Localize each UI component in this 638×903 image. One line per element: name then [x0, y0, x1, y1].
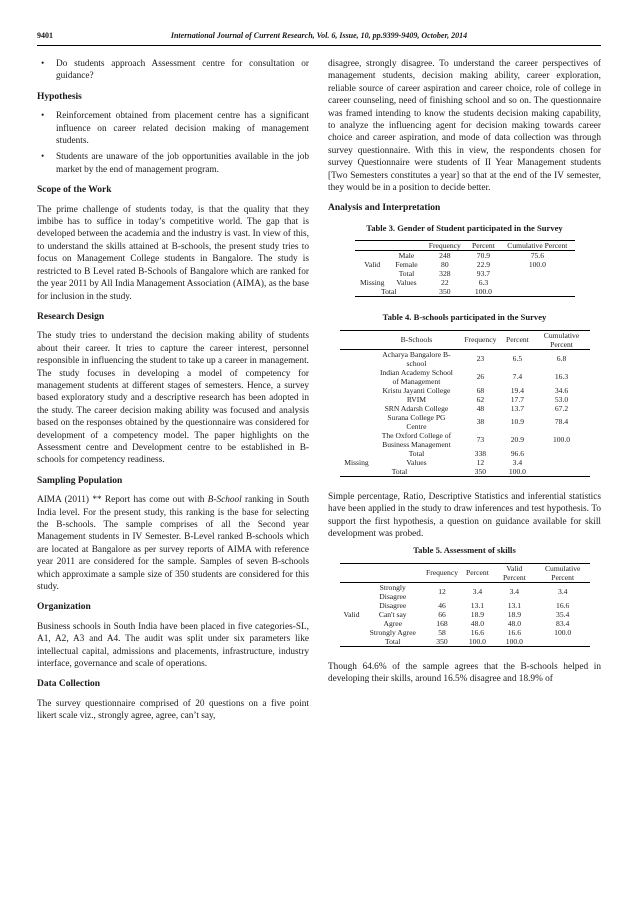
table-cell: Male	[398, 251, 415, 261]
table-cell: 100.0	[468, 636, 486, 646]
table-cell: 23	[476, 354, 485, 364]
table-cell: 3.4	[472, 587, 483, 597]
table-row	[355, 251, 575, 261]
table-cell: 73	[476, 435, 485, 445]
table-cell: 100.0	[474, 287, 492, 297]
table-cell: Total	[391, 466, 408, 476]
design-paragraph: The study tries to understand the decision making ability of students about their career. It tries to capture the career interest, personnel responsible in influencing the student to take up a career in management. The study focuses in developing a model of competency for management students at different stages of semesters. Hence, a survey based exploratory study and a descriptive research has been adopted in the study. The career decision making ability was focused and analysis based on the responses obtained by the questionnaire was considered for development of a competency model. The paper highlights on the Assessment centre and Development centre to be established in B-schools for competency readiness.	[37, 331, 309, 466]
table-cell: 12	[476, 457, 485, 467]
table-cell	[534, 449, 590, 458]
table-cell: 6.5	[512, 354, 523, 364]
table3	[355, 240, 575, 297]
table-header-row	[340, 563, 590, 582]
table-header-cell: Frequency	[428, 241, 461, 251]
table-cell: 16.6	[556, 600, 570, 610]
table-row	[340, 431, 590, 449]
table-cell: Female	[395, 260, 418, 270]
table-cell: 75.6	[530, 251, 544, 261]
table-cell: 338	[474, 448, 487, 458]
table-cell: Total	[381, 287, 397, 297]
method-paragraph: Simple percentage, Ratio, Descriptive Statistics and inferential statistics have been applied in the study to draw inferences and test hypothesis. To support the first hypothesis, a question on guidance available for skill development was probed.	[328, 491, 601, 539]
table-cell: Agree	[383, 618, 403, 628]
table-cell: 34.6	[554, 385, 569, 395]
table-cell: Values	[406, 457, 427, 467]
table-header-cell	[340, 330, 374, 349]
table-cell: 3.4	[509, 587, 520, 597]
right-column	[328, 58, 601, 690]
table-cell: 13.1	[470, 600, 485, 610]
table-cell: 26	[476, 372, 485, 382]
table-row	[340, 582, 590, 601]
analysis-heading: Analysis and Interpretation	[328, 203, 441, 214]
hypothesis-heading: Hypothesis	[37, 91, 82, 102]
table-cell: Total	[398, 269, 415, 279]
table-cell: 16.6	[507, 627, 521, 637]
organization-heading: Organization	[37, 602, 91, 613]
table-cell: Valid	[364, 260, 381, 270]
table-cell: 16.3	[554, 372, 569, 382]
table-row	[340, 610, 590, 619]
table-cell: 100.0	[505, 636, 523, 646]
table-row	[340, 386, 590, 395]
table-cell: 350	[439, 287, 451, 297]
table-cell	[355, 269, 390, 278]
table-group-label: Valid	[343, 609, 360, 619]
table-cell: SRN Adarsh College	[384, 403, 449, 413]
table-total-row	[340, 637, 590, 647]
table-row	[340, 395, 590, 404]
table-cell: 62	[476, 394, 485, 404]
table-cell	[355, 251, 390, 261]
table-cell: Disagree	[379, 600, 407, 610]
table-cell: 168	[436, 618, 448, 628]
table-header-cell: Valid Percent	[502, 563, 526, 582]
table-row	[340, 601, 590, 610]
bullet-question: • Do students approach Assessment centre for consultation or guidance?	[37, 58, 309, 83]
table-cell: Can't say	[378, 609, 407, 619]
sampling-paragraph	[37, 494, 309, 593]
table-cell: 100.0	[552, 435, 571, 445]
continued-paragraph: disagree, strongly disagree. To understand the career perspectives of management students, decision making ability, career exploration, reliable source of career aspiration and career choice, role of college in career counseling, need of finishing school and so on. The questionnaire was framed intending to know the students decision making capability, to analyze the influencing agent for decision making towards career choice and career aspiration, and mode of data collection was through survey questionnaire. With this in view, the respondents chosen for survey Questionnaire were students of II Year Management students [Two Semesters constitutes a year] so that at the end of the IV semester, they would be in a position to decide better.	[328, 59, 601, 194]
table-header-cell: Percent	[506, 335, 529, 345]
table-cell: 48	[476, 403, 485, 413]
table4	[340, 330, 590, 477]
table-header-row	[340, 330, 590, 349]
table5-caption: Table 5. Assessment of skills	[413, 545, 516, 556]
table-cell: 17.7	[510, 394, 525, 404]
table-cell: 3.4	[557, 587, 568, 597]
table3-caption: Table 3. Gender of Student participated in the Survey	[366, 222, 563, 233]
table-header-cell	[364, 563, 422, 582]
table-row	[340, 368, 590, 386]
table-cell: 68	[476, 385, 485, 395]
table-cell: 22	[441, 278, 449, 288]
table-cell: Indian Academy School of Management	[379, 367, 453, 386]
table-row	[340, 413, 590, 431]
table-cell: 10.9	[510, 417, 525, 427]
table-header-cell	[340, 563, 364, 582]
sampling-heading: Sampling Population	[37, 475, 123, 486]
table-cell: 48.0	[507, 618, 521, 628]
table-cell: 80	[441, 260, 449, 270]
table-cell: RVIM	[406, 394, 427, 404]
table-cell: 12	[438, 587, 446, 597]
table-cell: 6.8	[556, 354, 567, 364]
table-row	[340, 619, 590, 628]
sampling-text-em: B-School	[207, 495, 242, 506]
closing-paragraph: Though 64.6% of the sample agrees that the B-schools helped in developing their skills, around 16.5% disagree and 18.9% of	[328, 661, 601, 685]
table-header-cell: B-Schools	[400, 335, 433, 345]
table-cell: Strongly Disagree	[379, 582, 407, 601]
table-cell: 53.0	[554, 394, 569, 404]
table-header-row	[355, 241, 575, 251]
table-cell: Surana College PG Centre	[387, 412, 446, 431]
table-cell: 13.7	[510, 403, 525, 413]
page-number: 9401	[37, 31, 53, 40]
table-cell: 18.9	[470, 609, 485, 619]
design-heading: Research Design	[37, 311, 105, 322]
table-cell: 3.4	[512, 457, 523, 467]
table-cell: 16.6	[470, 627, 485, 637]
left-column	[37, 58, 309, 727]
table-cell: 100.0	[528, 260, 546, 270]
hypothesis-2: • Students are unaware of the job opportunities available in the job market by the end of management program.	[37, 151, 309, 176]
table-cell: Strongly Agree	[369, 627, 416, 637]
table-cell: 7.4	[512, 372, 523, 382]
table-cell: 83.4	[556, 618, 570, 628]
table-cell: Kristu Jayanti College	[382, 385, 451, 395]
table-header-cell: Cumulative Percent	[544, 563, 581, 582]
table-header-cell: Frequency	[425, 568, 459, 578]
table-total-row	[355, 287, 575, 297]
sampling-text-post: ranking in South India level. For the present study, this ranking is the base for selecting the B-schools. The sample comprises of all the Second year Management students in IV Semester. B-Level ranked B-schools which are located at Bangalore as per survey reports of AIMA with reference year 2011 are considered for the sample. Samples of seven B-schools which approximate a sample size of 350 students are considered for this study.	[37, 495, 309, 593]
table-cell	[534, 467, 590, 477]
table4-caption: Table 4. B-schools participated in the Survey	[382, 312, 547, 323]
table-cell: 35.4	[556, 609, 570, 619]
data-collection-paragraph: The survey questionnaire comprised of 20 questions on a five point likert scale viz., strongly agree, agree, can’t say,	[37, 698, 309, 722]
table-cell	[500, 278, 574, 287]
table-cell: Values	[396, 278, 417, 288]
data-collection-heading: Data Collection	[37, 679, 101, 690]
table-row	[355, 278, 575, 287]
table-cell: 350	[436, 636, 448, 646]
table-cell: 18.9	[507, 609, 521, 619]
table-cell: 96.6	[510, 448, 525, 458]
table-cell: 100.0	[554, 627, 572, 637]
table-cell: 20.9	[510, 435, 525, 445]
table5	[340, 563, 590, 647]
table-cell: 66	[438, 609, 446, 619]
table-cell: 58	[438, 627, 446, 637]
table-cell: 100.0	[508, 466, 526, 476]
header-rule	[37, 45, 601, 46]
journal-citation: International Journal of Current Research, Vol. 6, Issue, 10, pp.9399-9409, October, 2014	[170, 31, 468, 40]
table-row	[340, 349, 590, 368]
table-cell: 248	[439, 251, 451, 261]
table-cell: Acharya Bangalore B-school	[382, 349, 451, 368]
table-cell: 38	[476, 417, 485, 427]
table-row	[340, 628, 590, 637]
organization-paragraph: Business schools in South India have been placed in five categories-SL, A1, A2, A3 and A4. The audit was split under six parameters like intellectual capital, admissions and placements, infrastructure, industry interface, governance and scale of operations.	[37, 621, 309, 670]
table-cell: 67.2	[554, 403, 569, 413]
table-header-cell	[355, 241, 390, 251]
table-row	[340, 404, 590, 413]
running-header	[37, 29, 601, 43]
table-cell: 78.4	[554, 417, 569, 427]
table-cell: Missing	[344, 457, 369, 467]
table-row	[340, 449, 590, 458]
table-cell: 328	[439, 269, 451, 279]
table-cell	[534, 458, 590, 467]
table-cell: Total	[385, 636, 401, 646]
table-cell: 6.3	[478, 278, 489, 288]
table-row	[355, 269, 575, 278]
table-cell	[500, 269, 574, 278]
table-cell: Total	[408, 448, 425, 458]
table-header-cell: Frequency	[464, 335, 497, 345]
table-header-cell: Percent	[466, 568, 489, 578]
table-total-row	[340, 467, 590, 477]
table-cell: 350	[474, 466, 487, 476]
table-cell: 19.4	[510, 385, 525, 395]
table-cell: 93.7	[476, 269, 491, 279]
table-cell: Missing	[359, 278, 385, 288]
sampling-text-pre: AIMA (2011) ** Report has come out with	[37, 495, 208, 506]
table-cell: 70.9	[476, 251, 491, 261]
table-cell	[500, 287, 574, 297]
table-cell: 48.0	[470, 618, 485, 628]
table-row	[355, 260, 575, 269]
table-cell	[536, 637, 590, 647]
table-missing-row	[340, 458, 590, 467]
table-cell: 46	[438, 600, 446, 610]
table-header-cell: Cumulative Percent	[543, 330, 580, 349]
table-header-cell	[390, 241, 423, 251]
table-cell: The Oxford College of Business Management	[381, 430, 452, 449]
table-header-cell: Cumulative Percent	[507, 241, 568, 251]
table-header-cell: Percent	[472, 241, 495, 251]
hypothesis-1: • Reinforcement obtained from placement centre has a significant influence on career related decision making of management students.	[37, 110, 309, 147]
table-cell: 22.9	[476, 260, 491, 270]
scope-paragraph: The prime challenge of students today, is that the quality that they imbibe has to suffice in today’s competitive world. The gap that is developed between the academia and the industry is vast. In view of this, to understand the skills attained at B-schools, the present study tries to focus on Management College students in Bangalore. The study is restricted to B Level rated B-Schools of Bangalore which are ranked for the year 2011 by All India Management Association (AIMA), as the base for inclusion in the study.	[37, 204, 309, 302]
table-cell: 13.1	[507, 600, 521, 610]
scope-heading: Scope of the Work	[37, 185, 112, 196]
